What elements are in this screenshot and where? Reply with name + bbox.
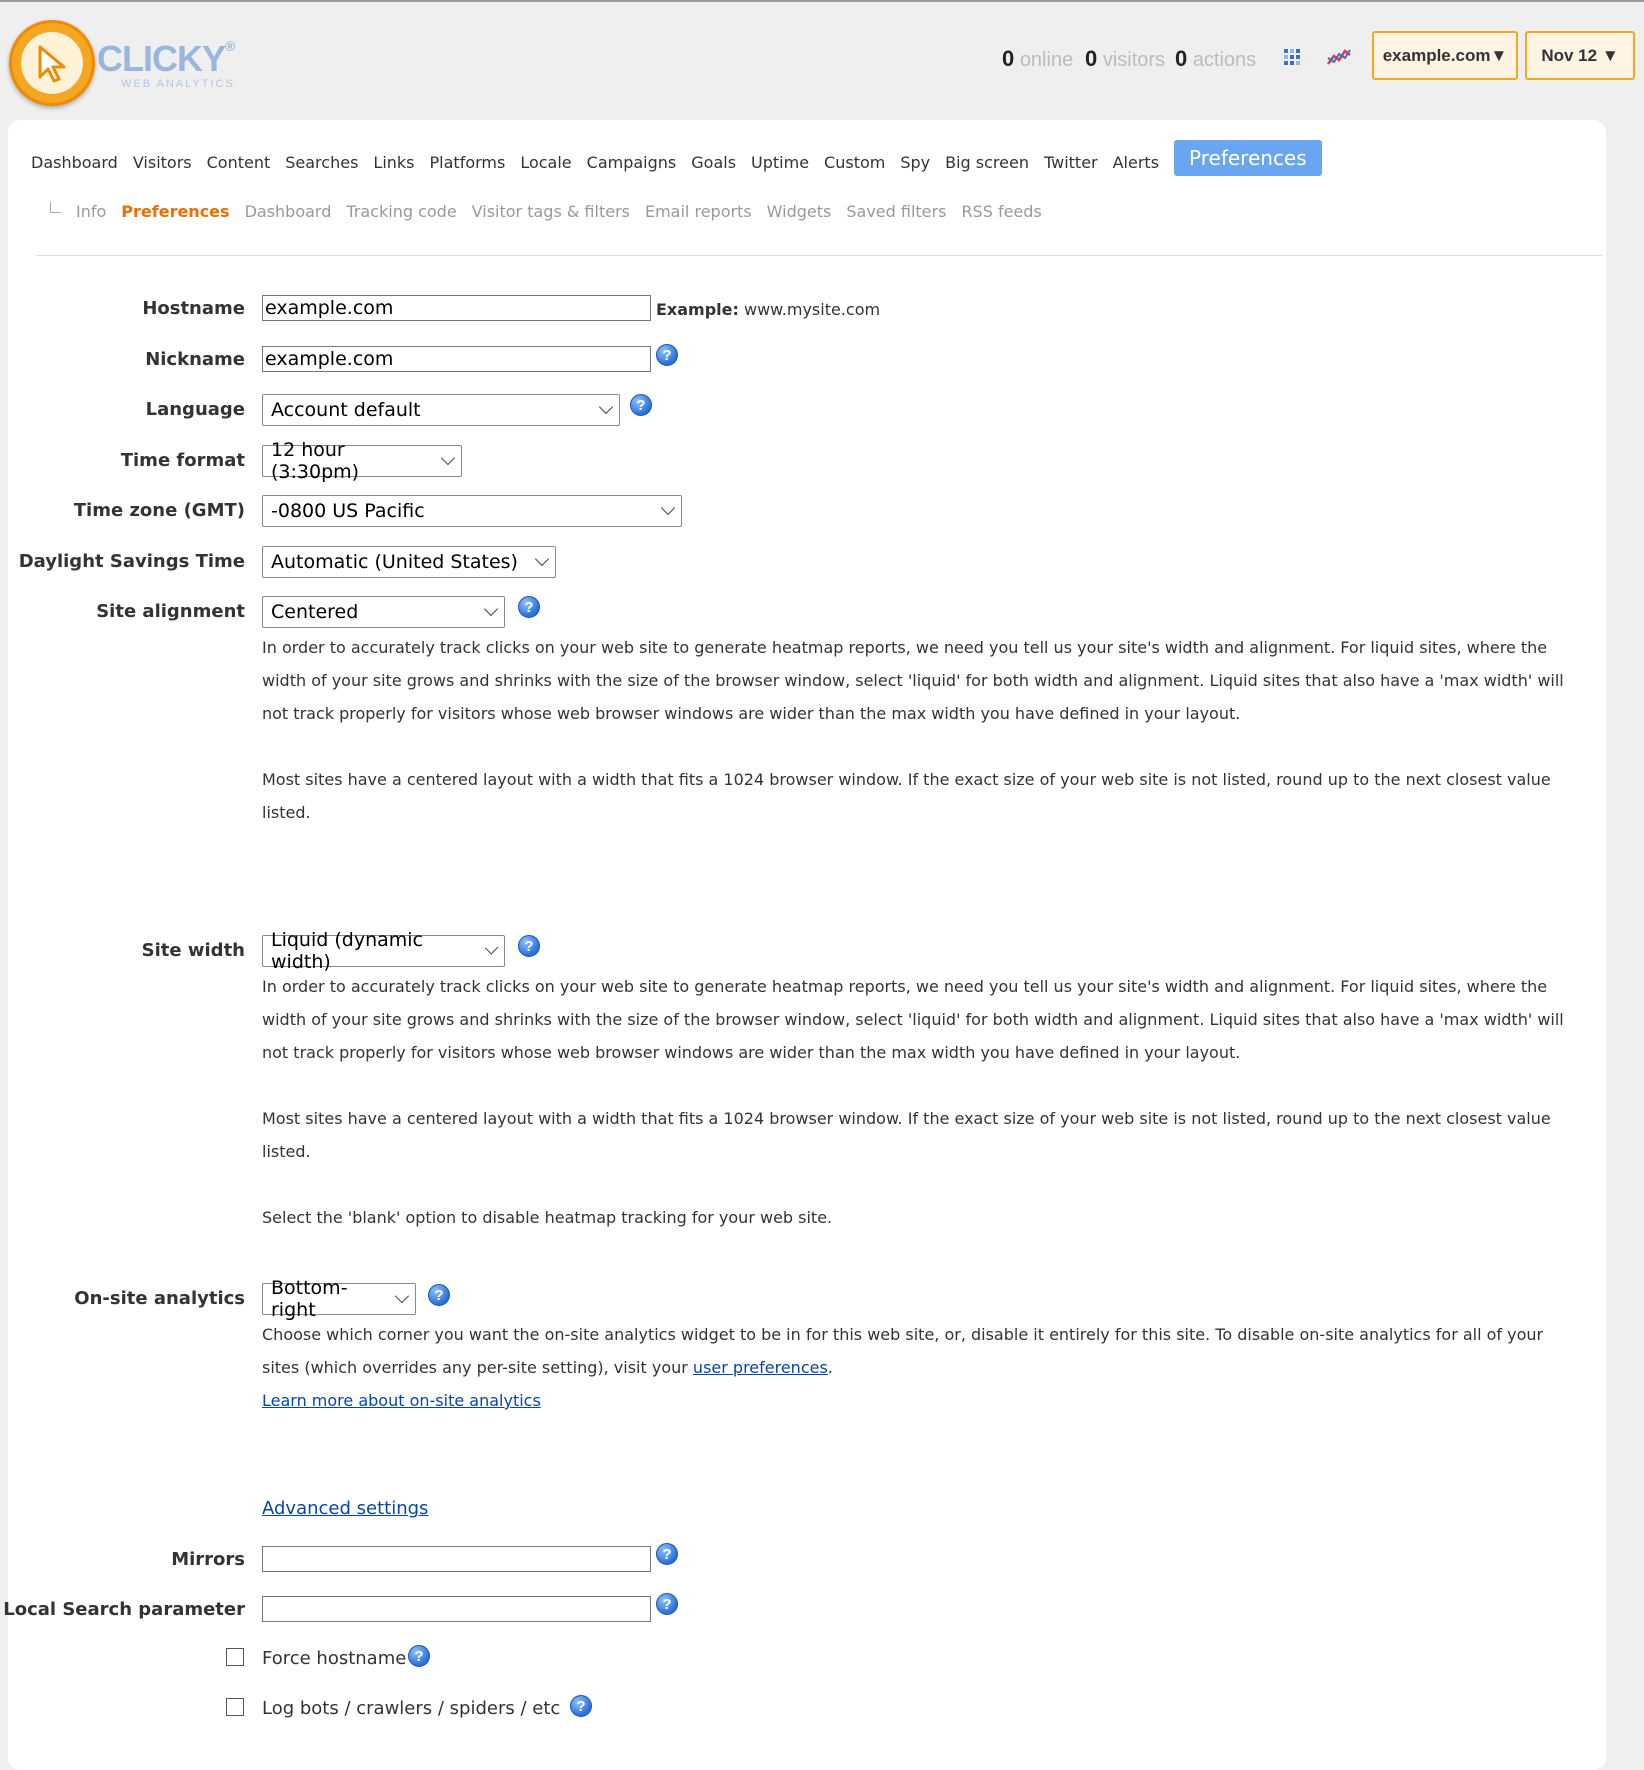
nav-divider bbox=[36, 255, 1602, 256]
hostname-label: Hostname bbox=[142, 298, 245, 319]
chevron-down-icon bbox=[484, 941, 498, 955]
logo-cursor-badge bbox=[9, 20, 95, 106]
nav-custom[interactable]: Custom bbox=[824, 152, 886, 172]
log-bots-checkbox[interactable] bbox=[226, 1698, 244, 1716]
subnav-tracking-code[interactable]: Tracking code bbox=[346, 202, 457, 221]
site-alignment-description: In order to accurately track clicks on your web site to generate heatmap reports, we need you tell us your site's width and alignment. For liquid sites, where the width of your site grows and shrinks with the size of the browser window, select 'liquid' for both width and alignment. Liquid sites that also have a 'max width' will not track properly for visitors whose web browser windows are wider than the max width you have defined in your layout. Most sites have a centered layout with a width that fits a 1024 browser window. If the exact size of your web site is not listed, round up to the next closest value listed. bbox=[262, 638, 1564, 822]
site-alignment-select[interactable]: Centered bbox=[262, 596, 505, 628]
nav-spy[interactable]: Spy bbox=[900, 152, 931, 172]
nav-big-screen[interactable]: Big screen bbox=[945, 152, 1029, 172]
time-format-select[interactable]: 12 hour (3:30pm) bbox=[262, 445, 462, 477]
stat-online: 0 online bbox=[1002, 46, 1074, 71]
subnav-email-reports[interactable]: Email reports bbox=[644, 202, 752, 221]
nav-content[interactable]: Content bbox=[206, 152, 271, 172]
chevron-down-icon bbox=[441, 451, 455, 465]
hostname-input[interactable] bbox=[262, 295, 651, 321]
log-bots-help-icon[interactable]: ? bbox=[570, 1695, 592, 1717]
clicky-logo[interactable] bbox=[9, 20, 254, 106]
advanced-settings-link[interactable]: Advanced settings bbox=[262, 1498, 429, 1519]
onsite-analytics-label: On-site analytics bbox=[74, 1288, 245, 1309]
window-top-edge bbox=[0, 0, 1644, 2]
site-width-select[interactable]: Liquid (dynamic width) bbox=[262, 935, 505, 967]
nav-alerts[interactable]: Alerts bbox=[1112, 152, 1160, 172]
nav-locale[interactable]: Locale bbox=[520, 152, 572, 172]
site-selector[interactable]: example.com▼ bbox=[1372, 31, 1518, 80]
time-zone-label: Time zone (GMT) bbox=[73, 500, 245, 521]
time-format-label: Time format bbox=[120, 450, 245, 471]
nav-links[interactable]: Links bbox=[373, 152, 415, 172]
chevron-down-icon bbox=[484, 602, 498, 616]
stat-visitors: 0 visitors bbox=[1085, 46, 1166, 71]
subnav-info[interactable]: Info bbox=[76, 202, 107, 221]
date-selector[interactable]: Nov 12 ▼ bbox=[1525, 31, 1635, 80]
subnav-preferences[interactable]: Preferences bbox=[121, 202, 230, 221]
local-search-input[interactable] bbox=[262, 1596, 651, 1622]
nav-dashboard[interactable]: Dashboard bbox=[31, 152, 118, 172]
nickname-help-icon[interactable]: ? bbox=[656, 344, 678, 366]
force-hostname-label: Force hostname bbox=[262, 1648, 407, 1669]
onsite-analytics-select[interactable]: Bottom-right bbox=[262, 1283, 416, 1315]
nav-platforms[interactable]: Platforms bbox=[429, 152, 506, 172]
chevron-down-icon bbox=[535, 552, 549, 566]
site-alignment-label: Site alignment bbox=[96, 601, 245, 622]
nav-goals[interactable]: Goals bbox=[691, 152, 737, 172]
subnav-saved-filters[interactable]: Saved filters bbox=[846, 202, 947, 221]
local-search-help-icon[interactable]: ? bbox=[656, 1593, 678, 1615]
log-bots-label: Log bots / crawlers / spiders / etc bbox=[262, 1698, 561, 1719]
nav-uptime[interactable]: Uptime bbox=[751, 152, 810, 172]
heatmap-grid-icon[interactable] bbox=[1279, 44, 1305, 70]
mirrors-help-icon[interactable]: ? bbox=[656, 1543, 678, 1565]
site-width-description: In order to accurately track clicks on your web site to generate heatmap reports, we need you tell us your site's width and alignment. For liquid sites, where the width of your site grows and shrinks with the size of the browser window, select 'liquid' for both width and alignment. Liquid sites that also have a 'max width' will not track properly for visitors whose web browser windows are wider than the max width you have defined in your layout. Most sites have a centered layout with a width that fits a 1024 browser window. If the exact size of your web site is not listed, round up to the next closest value listed. Select the 'blank' option to disable heatmap tracking for your web site. bbox=[262, 977, 1564, 1227]
nickname-label: Nickname bbox=[145, 349, 245, 370]
subnav-rss-feeds[interactable]: RSS feeds bbox=[961, 202, 1042, 221]
site-width-help-icon[interactable]: ? bbox=[518, 935, 540, 957]
subnav-widgets[interactable]: Widgets bbox=[766, 202, 832, 221]
subnav-visitor-tags-filters[interactable]: Visitor tags & filters bbox=[471, 202, 630, 221]
learn-more-onsite-link[interactable]: Learn more about on-site analytics bbox=[262, 1391, 541, 1410]
language-label: Language bbox=[145, 399, 245, 420]
force-hostname-help-icon[interactable]: ? bbox=[408, 1645, 430, 1667]
mirrors-label: Mirrors bbox=[171, 1549, 245, 1570]
main-nav bbox=[31, 148, 1337, 176]
content-panel bbox=[8, 120, 1606, 1770]
tree-corner-icon bbox=[50, 202, 61, 213]
force-hostname-checkbox[interactable] bbox=[226, 1648, 244, 1666]
nickname-input[interactable] bbox=[262, 346, 651, 372]
language-select[interactable]: Account default bbox=[262, 394, 620, 426]
brand-name: CLICKY® bbox=[97, 38, 235, 79]
nav-twitter[interactable]: Twitter bbox=[1043, 152, 1098, 172]
chevron-down-icon bbox=[599, 400, 613, 414]
onsite-analytics-help-icon[interactable]: ? bbox=[428, 1284, 450, 1306]
language-help-icon[interactable]: ? bbox=[630, 394, 652, 416]
site-width-label: Site width bbox=[141, 940, 245, 961]
dst-select[interactable]: Automatic (United States) bbox=[262, 546, 556, 578]
dst-label: Daylight Savings Time bbox=[18, 551, 245, 572]
onsite-analytics-description: Choose which corner you want the on-site analytics widget to be in for this web site, or, disable it entirely for this site. To disable on-site analytics for all of your sites (which overrides any per-site setting), visit your user preferences. Learn more about on-site analytics bbox=[262, 1325, 1544, 1410]
nav-preferences[interactable]: Preferences bbox=[1174, 140, 1322, 176]
stat-actions: 0 actions bbox=[1175, 46, 1257, 71]
user-preferences-link[interactable]: user preferences bbox=[692, 1358, 828, 1377]
nav-campaigns[interactable]: Campaigns bbox=[586, 152, 677, 172]
subnav-dashboard[interactable]: Dashboard bbox=[244, 202, 332, 221]
brand-tagline: WEB ANALYTICS bbox=[121, 78, 235, 90]
site-alignment-help-icon[interactable]: ? bbox=[518, 596, 540, 618]
hostname-example: Example: www.mysite.com bbox=[656, 300, 881, 319]
nav-visitors[interactable]: Visitors bbox=[132, 152, 192, 172]
cursor-icon bbox=[30, 41, 74, 85]
sub-nav bbox=[50, 202, 1057, 221]
local-search-label: Local Search parameter bbox=[3, 1599, 245, 1620]
trend-chart-icon[interactable] bbox=[1326, 44, 1352, 70]
chevron-down-icon bbox=[395, 1289, 409, 1303]
mirrors-input[interactable] bbox=[262, 1546, 651, 1572]
time-zone-select[interactable]: -0800 US Pacific bbox=[262, 495, 682, 527]
chevron-down-icon bbox=[661, 501, 675, 515]
nav-searches[interactable]: Searches bbox=[285, 152, 359, 172]
